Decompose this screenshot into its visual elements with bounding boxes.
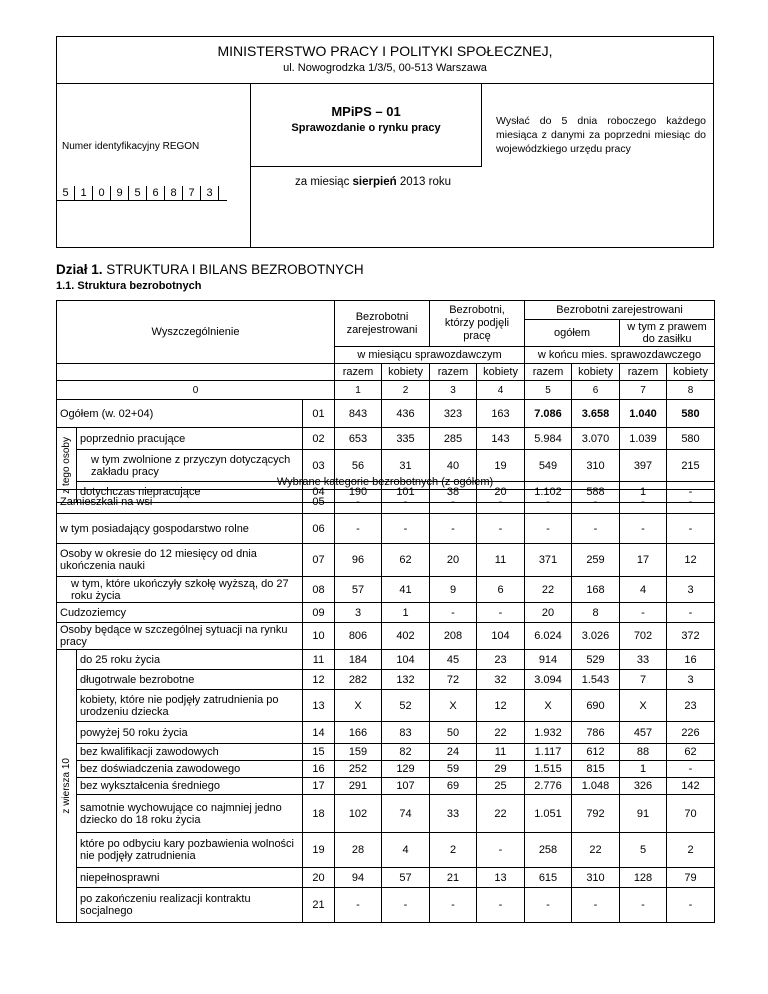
table-row (57, 833, 715, 868)
value-cell: - (430, 490, 477, 514)
value-cell: 258 (525, 833, 572, 868)
categories-title: Wybrane kategorie bezrobotnych (z ogółem) (276, 476, 494, 488)
value-cell: 1 (620, 482, 667, 503)
row-label: powyżej 50 roku życia (77, 722, 303, 744)
value-cell: 20 (430, 544, 477, 577)
row-number: 20 (303, 868, 335, 888)
value-cell: 57 (382, 868, 430, 888)
value-cell: - (335, 490, 382, 514)
value-cell: 588 (572, 482, 620, 503)
section-subtitle: 1.1. Struktura bezrobotnych (56, 280, 202, 292)
value-cell: 208 (430, 623, 477, 650)
value-cell: 17 (620, 544, 667, 577)
value-cell: 168 (572, 577, 620, 603)
row-number: 01 (303, 400, 335, 428)
value-cell: 12 (477, 690, 525, 722)
value-cell: 142 (667, 778, 715, 795)
header-total: ogółem (525, 320, 620, 347)
value-cell: - (667, 514, 715, 544)
value-cell: 32 (477, 670, 525, 690)
column-number: 3 (430, 381, 477, 400)
value-cell: 62 (382, 544, 430, 577)
value-cell: 2.776 (525, 778, 572, 795)
value-cell: - (667, 490, 715, 514)
value-cell: 190 (335, 482, 382, 503)
value-cell: 102 (335, 795, 382, 833)
value-cell: - (430, 514, 477, 544)
table-row (57, 490, 715, 514)
column-number: 2 (382, 381, 430, 400)
value-cell: 436 (382, 400, 430, 428)
value-cell: 20 (525, 603, 572, 623)
table-row (57, 761, 715, 778)
regon-digit: 5 (56, 186, 74, 200)
column-number: 0 (57, 381, 335, 400)
header-with-benefit: w tym z prawem do zasiłku (620, 320, 715, 347)
value-cell: 128 (620, 868, 667, 888)
value-cell: 91 (620, 795, 667, 833)
value-cell: 690 (572, 690, 620, 722)
period-line (295, 176, 451, 188)
row-label: Cudzoziemcy (57, 603, 303, 623)
value-cell: 1.543 (572, 670, 620, 690)
value-cell: 580 (667, 400, 715, 428)
value-cell: 184 (335, 650, 382, 670)
value-cell: 1.051 (525, 795, 572, 833)
header-razem: razem (620, 364, 667, 381)
value-cell: 3.658 (572, 400, 620, 428)
header-wyszczegolnienie: Wyszczególnienie (57, 301, 335, 364)
value-cell: 163 (477, 400, 525, 428)
value-cell: 19 (477, 450, 525, 482)
value-cell: 1.932 (525, 722, 572, 744)
value-cell: 3 (667, 577, 715, 603)
header-razem: razem (335, 364, 382, 381)
form-divider (250, 167, 251, 248)
regon-digit: 8 (164, 186, 182, 200)
row-number: 08 (303, 577, 335, 603)
value-cell: 25 (477, 778, 525, 795)
row-label: dotychczas niepracujące (77, 482, 303, 503)
value-cell: 310 (572, 868, 620, 888)
value-cell: 7 (620, 670, 667, 690)
side-label: z tego osoby (61, 436, 72, 494)
row-number: 12 (303, 670, 335, 690)
period-suffix: 2013 roku (399, 176, 451, 188)
value-cell: 22 (525, 577, 572, 603)
value-cell: 815 (572, 761, 620, 778)
value-cell: 23 (477, 650, 525, 670)
value-cell: 101 (382, 482, 430, 503)
value-cell: X (525, 690, 572, 722)
table-row (57, 514, 715, 544)
row-number: 03 (303, 450, 335, 482)
value-cell: 2 (667, 833, 715, 868)
header-kobiety: kobiety (572, 364, 620, 381)
row-label: Osoby będące w szczególnej sytuacji na rynku pracy (57, 623, 303, 650)
value-cell: 4 (382, 833, 430, 868)
value-cell: 402 (382, 623, 430, 650)
value-cell: 11 (477, 744, 525, 761)
header-registered: Bezrobotni zarejestrowani (335, 301, 430, 347)
row-label: do 25 roku życia (77, 650, 303, 670)
value-cell: 1.515 (525, 761, 572, 778)
value-cell: - (572, 888, 620, 923)
value-cell: 323 (430, 400, 477, 428)
regon-digit: 7 (182, 186, 200, 200)
value-cell: 9 (430, 577, 477, 603)
value-cell: 7.086 (525, 400, 572, 428)
value-cell: 69 (430, 778, 477, 795)
row-number: 13 (303, 690, 335, 722)
value-cell: 285 (430, 428, 477, 450)
column-number: 5 (525, 381, 572, 400)
row-number: 09 (303, 603, 335, 623)
table-row (57, 690, 715, 722)
value-cell: 70 (667, 795, 715, 833)
value-cell: 326 (620, 778, 667, 795)
regon-digit: 6 (146, 186, 164, 200)
header-kobiety: kobiety (477, 364, 525, 381)
header-registered-group: Bezrobotni zarejestrowani (525, 301, 715, 320)
value-cell: - (382, 514, 430, 544)
value-cell: 33 (430, 795, 477, 833)
value-cell: 62 (667, 744, 715, 761)
value-cell: 372 (667, 623, 715, 650)
column-number: 4 (477, 381, 525, 400)
row-label: samotnie wychowujące co najmniej jedno dziecko do 18 roku życia (77, 795, 303, 833)
value-cell: 41 (382, 577, 430, 603)
value-cell: 457 (620, 722, 667, 744)
row-number: 15 (303, 744, 335, 761)
value-cell: 59 (430, 761, 477, 778)
value-cell: 653 (335, 428, 382, 450)
regon-digit: 5 (128, 186, 146, 200)
table-row (57, 795, 715, 833)
categories-table (56, 489, 715, 923)
value-cell: 549 (525, 450, 572, 482)
value-cell: 3 (335, 603, 382, 623)
value-cell: 88 (620, 744, 667, 761)
column-number: 1 (335, 381, 382, 400)
value-cell: - (667, 603, 715, 623)
table-row (57, 400, 715, 428)
value-cell: 50 (430, 722, 477, 744)
value-cell: 21 (430, 868, 477, 888)
value-cell: 107 (382, 778, 430, 795)
table-row (57, 544, 715, 577)
value-cell: 22 (477, 795, 525, 833)
row-number: 21 (303, 888, 335, 923)
value-cell: 94 (335, 868, 382, 888)
value-cell: 786 (572, 722, 620, 744)
value-cell: 282 (335, 670, 382, 690)
regon-digits (56, 186, 219, 200)
side-label: z wiersza 10 (61, 758, 72, 814)
value-cell: 159 (335, 744, 382, 761)
value-cell: 104 (382, 650, 430, 670)
value-cell: 22 (572, 833, 620, 868)
row-number: 07 (303, 544, 335, 577)
value-cell: - (620, 514, 667, 544)
value-cell: 914 (525, 650, 572, 670)
value-cell: - (572, 514, 620, 544)
header-razem: razem (430, 364, 477, 381)
value-cell: 143 (477, 428, 525, 450)
row-number: 10 (303, 623, 335, 650)
form-title: Sprawozdanie o rynku pracy (291, 122, 441, 134)
value-cell: 226 (667, 722, 715, 744)
value-cell: 397 (620, 450, 667, 482)
value-cell: - (620, 490, 667, 514)
value-cell: 5.984 (525, 428, 572, 450)
header-kobiety: kobiety (382, 364, 430, 381)
value-cell: 1.048 (572, 778, 620, 795)
regon-label: Numer identyfikacyjny REGON (62, 141, 200, 152)
row-label: w tym zwolnione z przyczyn dotyczących zakładu pracy (77, 450, 303, 482)
value-cell: 1.039 (620, 428, 667, 450)
value-cell: 5 (620, 833, 667, 868)
table-row (57, 778, 715, 795)
value-cell: 166 (335, 722, 382, 744)
value-cell: X (430, 690, 477, 722)
row-number: 11 (303, 650, 335, 670)
value-cell: - (477, 833, 525, 868)
row-label: po zakończeniu realizacji kontraktu socjalnego (77, 888, 303, 923)
value-cell: 82 (382, 744, 430, 761)
value-cell: 104 (477, 623, 525, 650)
value-cell: 11 (477, 544, 525, 577)
table-row (57, 722, 715, 744)
row-label: bez doświadczenia zawodowego (77, 761, 303, 778)
value-cell: - (525, 888, 572, 923)
value-cell: 215 (667, 450, 715, 482)
value-cell: - (667, 888, 715, 923)
period-month: sierpień (352, 176, 397, 188)
value-cell: - (477, 888, 525, 923)
row-label: Ogółem (w. 02+04) (57, 400, 303, 428)
row-label: Zamieszkali na wsi (57, 490, 303, 514)
value-cell: 38 (430, 482, 477, 503)
value-cell: 1.040 (620, 400, 667, 428)
section-text: STRUKTURA I BILANS BEZROBOTNYCH (106, 262, 364, 277)
value-cell: 24 (430, 744, 477, 761)
form-instruction: Wysłać do 5 dnia roboczego każdego miesiąca z danymi za poprzedni miesiąc do wojewódzkiego urzędu pracy (496, 115, 706, 155)
row-label: w tym, które ukończyły szkołę wyższą, do 27 roku życia (57, 577, 303, 603)
value-cell: - (477, 490, 525, 514)
value-cell: - (477, 514, 525, 544)
value-cell: 1.117 (525, 744, 572, 761)
row-number: 19 (303, 833, 335, 868)
value-cell: 3 (667, 670, 715, 690)
row-number: 18 (303, 795, 335, 833)
value-cell: - (572, 490, 620, 514)
regon-digit: 3 (200, 186, 219, 200)
value-cell: - (382, 490, 430, 514)
value-cell: 2 (430, 833, 477, 868)
value-cell: - (525, 490, 572, 514)
row-number: 06 (303, 514, 335, 544)
table-row (57, 888, 715, 923)
value-cell: 57 (335, 577, 382, 603)
header-subcolumns (57, 364, 715, 381)
value-cell: 29 (477, 761, 525, 778)
row-number: 16 (303, 761, 335, 778)
value-cell: - (525, 514, 572, 544)
section-number: Dział 1. (56, 262, 103, 277)
period-prefix: za miesiąc (295, 176, 350, 188)
value-cell: 3.026 (572, 623, 620, 650)
value-cell: 96 (335, 544, 382, 577)
row-label: kobiety, które nie podjęły zatrudnienia po urodzeniu dziecka (77, 690, 303, 722)
value-cell: X (620, 690, 667, 722)
value-cell: - (382, 888, 430, 923)
value-cell: 83 (382, 722, 430, 744)
value-cell: - (430, 888, 477, 923)
row-label: w tym posiadający gospodarstwo rolne (57, 514, 303, 544)
value-cell: 22 (477, 722, 525, 744)
column-number: 6 (572, 381, 620, 400)
value-cell: 580 (667, 428, 715, 450)
value-cell: - (335, 514, 382, 544)
value-cell: 16 (667, 650, 715, 670)
value-cell: 56 (335, 450, 382, 482)
regon-digit: 9 (110, 186, 128, 200)
value-cell: 612 (572, 744, 620, 761)
value-cell: 20 (477, 482, 525, 503)
value-cell: 45 (430, 650, 477, 670)
value-cell: 6.024 (525, 623, 572, 650)
value-cell: 132 (382, 670, 430, 690)
value-cell: 702 (620, 623, 667, 650)
value-cell: 74 (382, 795, 430, 833)
value-cell: 3.094 (525, 670, 572, 690)
row-label: bez kwalifikacji zawodowych (77, 744, 303, 761)
row-label: które po odbyciu kary pozbawienia wolności nie podjęły zatrudnienia (77, 833, 303, 868)
form-code: MPiPS – 01 (331, 104, 401, 119)
header-kobiety: kobiety (667, 364, 715, 381)
row-number: 17 (303, 778, 335, 795)
value-cell: 806 (335, 623, 382, 650)
value-cell: 31 (382, 450, 430, 482)
value-cell: 12 (667, 544, 715, 577)
value-cell: 792 (572, 795, 620, 833)
regon-baseline (56, 200, 227, 201)
value-cell: 371 (525, 544, 572, 577)
value-cell: 6 (477, 577, 525, 603)
ministry-address: ul. Nowogrodzka 1/3/5, 00-513 Warszawa (283, 62, 487, 74)
value-cell: 1.102 (525, 482, 572, 503)
table-row (57, 603, 715, 623)
value-cell: 615 (525, 868, 572, 888)
header-took-job: Bezrobotni, którzy podjęli pracę (430, 301, 525, 347)
row-label: poprzednio pracujące (77, 428, 303, 450)
value-cell: 28 (335, 833, 382, 868)
value-cell: 79 (667, 868, 715, 888)
value-cell: 291 (335, 778, 382, 795)
value-cell: 335 (382, 428, 430, 450)
value-cell: 8 (572, 603, 620, 623)
value-cell: 3.070 (572, 428, 620, 450)
value-cell: 529 (572, 650, 620, 670)
table-row (57, 868, 715, 888)
header-end-month: w końcu mies. sprawozdawczego (525, 347, 715, 364)
value-cell: - (620, 603, 667, 623)
table-row (57, 670, 715, 690)
value-cell: 1 (382, 603, 430, 623)
row-label: bez wykształcenia średniego (77, 778, 303, 795)
row-label: długotrwale bezrobotne (77, 670, 303, 690)
header-in-month: w miesiącu sprawozdawczym (335, 347, 525, 364)
table-row (57, 650, 715, 670)
row-number: 05 (303, 490, 335, 514)
table-row (57, 744, 715, 761)
value-cell: 33 (620, 650, 667, 670)
value-cell: 259 (572, 544, 620, 577)
value-cell: 129 (382, 761, 430, 778)
value-cell: 72 (430, 670, 477, 690)
section-title (56, 262, 364, 277)
ministry-name: MINISTERSTWO PRACY I POLITYKI SPOŁECZNEJ, (217, 43, 553, 59)
value-cell: 1 (620, 761, 667, 778)
row-label: Osoby w okresie do 12 miesięcy od dnia ukończenia nauki (57, 544, 303, 577)
row-label: niepełnosprawni (77, 868, 303, 888)
header-column-numbers (57, 381, 715, 400)
value-cell: - (667, 482, 715, 503)
column-number: 7 (620, 381, 667, 400)
value-cell: X (335, 690, 382, 722)
value-cell: 52 (382, 690, 430, 722)
value-cell: 4 (620, 577, 667, 603)
column-number: 8 (667, 381, 715, 400)
structure-table-header (56, 300, 715, 400)
value-cell: 13 (477, 868, 525, 888)
regon-digit: 0 (92, 186, 110, 200)
value-cell: - (667, 761, 715, 778)
table-row (57, 428, 715, 450)
header-blank (57, 364, 335, 381)
value-cell: - (430, 603, 477, 623)
row-number: 02 (303, 428, 335, 450)
value-cell: - (620, 888, 667, 923)
row-number: 04 (303, 482, 335, 503)
value-cell: 23 (667, 690, 715, 722)
value-cell: - (477, 603, 525, 623)
value-cell: 843 (335, 400, 382, 428)
table-row (57, 577, 715, 603)
regon-digit: 1 (74, 186, 92, 200)
value-cell: 252 (335, 761, 382, 778)
row-number: 14 (303, 722, 335, 744)
value-cell: 310 (572, 450, 620, 482)
value-cell: - (335, 888, 382, 923)
table-row (57, 623, 715, 650)
value-cell: 40 (430, 450, 477, 482)
header-razem: razem (525, 364, 572, 381)
